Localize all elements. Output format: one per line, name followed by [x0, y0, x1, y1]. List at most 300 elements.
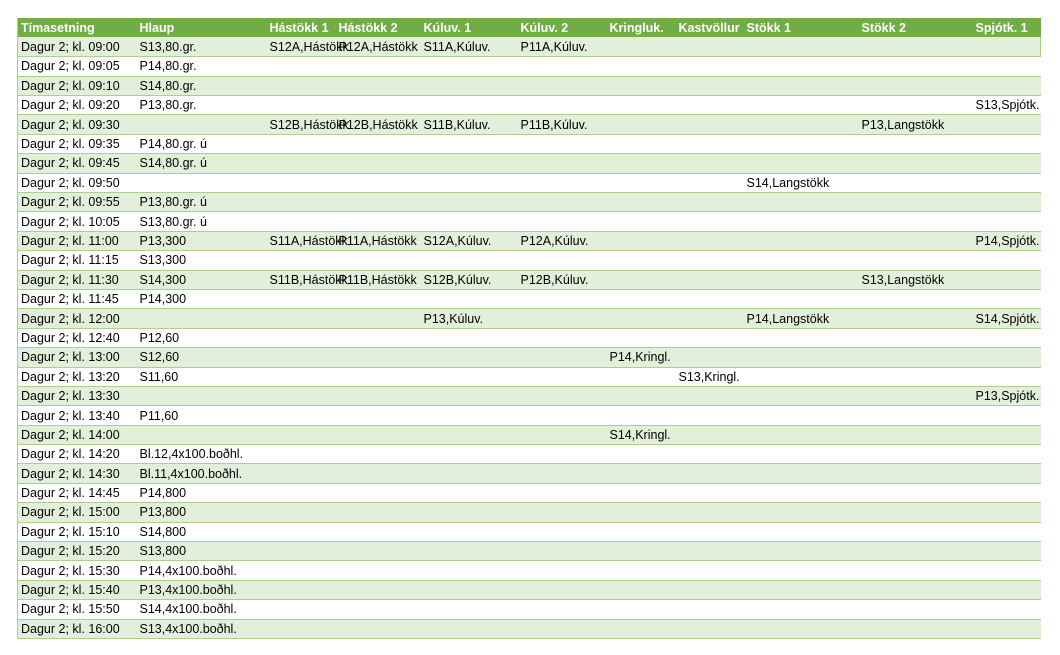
table-cell[interactable]: [336, 503, 421, 522]
table-cell[interactable]: [744, 600, 859, 619]
table-cell[interactable]: [859, 483, 973, 502]
table-cell[interactable]: [267, 503, 336, 522]
table-cell[interactable]: [973, 154, 1041, 173]
table-cell[interactable]: [267, 57, 336, 76]
table-cell[interactable]: [859, 445, 973, 464]
table-cell[interactable]: S13,Spjótk.: [973, 96, 1041, 115]
table-cell[interactable]: S11B,Hástökk: [267, 270, 336, 289]
table-cell[interactable]: Dagur 2; kl. 15:50: [18, 600, 137, 619]
table-cell[interactable]: S13,Kringl.: [676, 367, 744, 386]
table-cell[interactable]: P11A,Hástökk: [336, 231, 421, 250]
table-cell[interactable]: [973, 367, 1041, 386]
table-cell[interactable]: [518, 289, 607, 308]
table-cell[interactable]: [421, 406, 518, 425]
table-cell[interactable]: S12A,Kúluv.: [421, 231, 518, 250]
table-cell[interactable]: [859, 309, 973, 328]
table-cell[interactable]: [607, 193, 676, 212]
table-cell[interactable]: P13,Spjótk.: [973, 386, 1041, 405]
table-cell[interactable]: [607, 57, 676, 76]
table-cell[interactable]: [676, 445, 744, 464]
table-cell[interactable]: [518, 193, 607, 212]
table-cell[interactable]: [859, 96, 973, 115]
table-cell[interactable]: [973, 348, 1041, 367]
table-cell[interactable]: [859, 37, 973, 56]
table-cell[interactable]: [267, 580, 336, 599]
table-cell[interactable]: S11,60: [137, 367, 267, 386]
table-cell[interactable]: [607, 328, 676, 347]
table-cell[interactable]: [336, 464, 421, 483]
table-cell[interactable]: Dagur 2; kl. 14:45: [18, 483, 137, 502]
table-cell[interactable]: [518, 251, 607, 270]
table-cell[interactable]: [421, 173, 518, 192]
table-cell[interactable]: P12A,Kúluv.: [518, 231, 607, 250]
table-cell[interactable]: Dagur 2; kl. 14:00: [18, 425, 137, 444]
table-cell[interactable]: [421, 503, 518, 522]
table-cell[interactable]: [973, 522, 1041, 541]
table-cell[interactable]: [267, 464, 336, 483]
table-cell[interactable]: [973, 425, 1041, 444]
table-cell[interactable]: [676, 76, 744, 95]
table-cell[interactable]: [518, 154, 607, 173]
table-cell[interactable]: [336, 193, 421, 212]
table-cell[interactable]: [676, 561, 744, 580]
table-cell[interactable]: [518, 445, 607, 464]
table-cell[interactable]: P14,80.gr. ú: [137, 134, 267, 153]
table-cell[interactable]: [336, 212, 421, 231]
table-cell[interactable]: [607, 309, 676, 328]
table-cell[interactable]: S14,80.gr.: [137, 76, 267, 95]
table-cell[interactable]: [336, 542, 421, 561]
table-cell[interactable]: [859, 231, 973, 250]
table-cell[interactable]: P11B,Hástökk: [336, 270, 421, 289]
table-cell[interactable]: S11A,Kúluv.: [421, 37, 518, 56]
table-cell[interactable]: [421, 561, 518, 580]
table-cell[interactable]: [518, 619, 607, 638]
table-cell[interactable]: [744, 76, 859, 95]
table-cell[interactable]: [518, 309, 607, 328]
table-cell[interactable]: [676, 212, 744, 231]
table-cell[interactable]: [336, 406, 421, 425]
table-cell[interactable]: [518, 96, 607, 115]
table-cell[interactable]: [607, 522, 676, 541]
table-cell[interactable]: [267, 367, 336, 386]
table-cell[interactable]: [137, 115, 267, 134]
table-cell[interactable]: [607, 542, 676, 561]
table-cell[interactable]: [676, 600, 744, 619]
table-cell[interactable]: [518, 76, 607, 95]
table-cell[interactable]: [336, 251, 421, 270]
table-cell[interactable]: [336, 328, 421, 347]
table-cell[interactable]: [859, 251, 973, 270]
table-cell[interactable]: [859, 289, 973, 308]
table-cell[interactable]: [421, 154, 518, 173]
table-cell[interactable]: [336, 580, 421, 599]
table-cell[interactable]: [676, 406, 744, 425]
table-cell[interactable]: [676, 522, 744, 541]
table-cell[interactable]: [676, 328, 744, 347]
table-cell[interactable]: [973, 251, 1041, 270]
table-cell[interactable]: [336, 96, 421, 115]
table-cell[interactable]: [744, 464, 859, 483]
table-cell[interactable]: P13,80.gr. ú: [137, 193, 267, 212]
table-cell[interactable]: [676, 96, 744, 115]
table-cell[interactable]: [973, 328, 1041, 347]
table-cell[interactable]: S12B,Kúluv.: [421, 270, 518, 289]
table-cell[interactable]: P14,Spjótk.: [973, 231, 1041, 250]
table-cell[interactable]: [607, 561, 676, 580]
table-cell[interactable]: Dagur 2; kl. 09:55: [18, 193, 137, 212]
table-cell[interactable]: [676, 37, 744, 56]
table-cell[interactable]: [859, 542, 973, 561]
table-cell[interactable]: [336, 425, 421, 444]
table-cell[interactable]: Dagur 2; kl. 13:40: [18, 406, 137, 425]
table-cell[interactable]: [336, 600, 421, 619]
table-cell[interactable]: [607, 231, 676, 250]
table-cell[interactable]: [973, 115, 1041, 134]
table-cell[interactable]: [607, 580, 676, 599]
table-cell[interactable]: Bl.12,4x100.boðhl.: [137, 445, 267, 464]
table-cell[interactable]: [336, 483, 421, 502]
table-cell[interactable]: [607, 386, 676, 405]
table-cell[interactable]: [607, 600, 676, 619]
table-cell[interactable]: [518, 425, 607, 444]
table-cell[interactable]: [744, 251, 859, 270]
table-cell[interactable]: Dagur 2; kl. 11:00: [18, 231, 137, 250]
table-cell[interactable]: [676, 348, 744, 367]
table-cell[interactable]: [859, 76, 973, 95]
table-cell[interactable]: [137, 425, 267, 444]
table-cell[interactable]: [676, 134, 744, 153]
table-cell[interactable]: [973, 57, 1041, 76]
table-cell[interactable]: [336, 309, 421, 328]
table-cell[interactable]: [607, 406, 676, 425]
table-cell[interactable]: [859, 503, 973, 522]
table-cell[interactable]: [518, 328, 607, 347]
table-cell[interactable]: [676, 231, 744, 250]
table-cell[interactable]: [421, 542, 518, 561]
table-cell[interactable]: [267, 96, 336, 115]
table-cell[interactable]: Dagur 2; kl. 09:50: [18, 173, 137, 192]
table-cell[interactable]: Dagur 2; kl. 09:35: [18, 134, 137, 153]
table-cell[interactable]: [859, 134, 973, 153]
table-cell[interactable]: [518, 464, 607, 483]
table-cell[interactable]: [421, 96, 518, 115]
table-cell[interactable]: S13,800: [137, 542, 267, 561]
table-cell[interactable]: [676, 580, 744, 599]
table-cell[interactable]: S14,Kringl.: [607, 425, 676, 444]
table-cell[interactable]: P12,60: [137, 328, 267, 347]
table-cell[interactable]: [267, 193, 336, 212]
table-cell[interactable]: [744, 619, 859, 638]
table-cell[interactable]: [859, 348, 973, 367]
table-cell[interactable]: [676, 386, 744, 405]
table-cell[interactable]: [744, 348, 859, 367]
table-cell[interactable]: P14,Langstökk: [744, 309, 859, 328]
table-cell[interactable]: [859, 57, 973, 76]
table-cell[interactable]: [137, 309, 267, 328]
table-cell[interactable]: [973, 483, 1041, 502]
table-cell[interactable]: [421, 348, 518, 367]
table-cell[interactable]: Dagur 2; kl. 13:00: [18, 348, 137, 367]
table-cell[interactable]: [267, 134, 336, 153]
table-cell[interactable]: [607, 445, 676, 464]
table-cell[interactable]: [676, 251, 744, 270]
table-cell[interactable]: P14,80.gr.: [137, 57, 267, 76]
table-cell[interactable]: S14,80.gr. ú: [137, 154, 267, 173]
table-cell[interactable]: P11A,Kúluv.: [518, 37, 607, 56]
table-cell[interactable]: Dagur 2; kl. 09:45: [18, 154, 137, 173]
table-cell[interactable]: [518, 367, 607, 386]
table-cell[interactable]: P12A,Hástökk: [336, 37, 421, 56]
table-cell[interactable]: [859, 464, 973, 483]
table-cell[interactable]: [267, 619, 336, 638]
table-cell[interactable]: P14,300: [137, 289, 267, 308]
table-cell[interactable]: [859, 154, 973, 173]
table-cell[interactable]: [973, 76, 1041, 95]
table-cell[interactable]: [744, 328, 859, 347]
table-cell[interactable]: S14,Langstökk: [744, 173, 859, 192]
table-cell[interactable]: [267, 328, 336, 347]
table-cell[interactable]: Dagur 2; kl. 13:30: [18, 386, 137, 405]
table-cell[interactable]: [267, 212, 336, 231]
table-cell[interactable]: [744, 580, 859, 599]
table-cell[interactable]: Dagur 2; kl. 16:00: [18, 619, 137, 638]
table-cell[interactable]: [336, 386, 421, 405]
table-cell[interactable]: [859, 580, 973, 599]
table-cell[interactable]: Dagur 2; kl. 09:00: [18, 37, 137, 56]
table-cell[interactable]: S12B,Hástökk: [267, 115, 336, 134]
table-cell[interactable]: [676, 270, 744, 289]
table-cell[interactable]: [336, 154, 421, 173]
table-cell[interactable]: [859, 600, 973, 619]
table-cell[interactable]: P13,Langstökk: [859, 115, 973, 134]
table-cell[interactable]: [336, 367, 421, 386]
table-cell[interactable]: Dagur 2; kl. 12:40: [18, 328, 137, 347]
table-cell[interactable]: [421, 425, 518, 444]
table-cell[interactable]: [518, 522, 607, 541]
table-cell[interactable]: [267, 386, 336, 405]
table-cell[interactable]: [676, 115, 744, 134]
table-cell[interactable]: [421, 251, 518, 270]
table-cell[interactable]: [744, 522, 859, 541]
table-cell[interactable]: [676, 289, 744, 308]
table-cell[interactable]: [421, 386, 518, 405]
table-cell[interactable]: [744, 542, 859, 561]
table-cell[interactable]: [859, 328, 973, 347]
table-cell[interactable]: Dagur 2; kl. 11:45: [18, 289, 137, 308]
table-cell[interactable]: [973, 464, 1041, 483]
table-cell[interactable]: [518, 57, 607, 76]
table-cell[interactable]: S13,80.gr. ú: [137, 212, 267, 231]
table-cell[interactable]: [267, 522, 336, 541]
table-cell[interactable]: [973, 212, 1041, 231]
table-cell[interactable]: [973, 270, 1041, 289]
table-cell[interactable]: P11B,Kúluv.: [518, 115, 607, 134]
table-cell[interactable]: [744, 134, 859, 153]
table-cell[interactable]: [676, 309, 744, 328]
table-cell[interactable]: [267, 348, 336, 367]
table-cell[interactable]: [267, 76, 336, 95]
table-cell[interactable]: [973, 289, 1041, 308]
table-cell[interactable]: P12B,Hástökk: [336, 115, 421, 134]
table-cell[interactable]: [518, 600, 607, 619]
table-cell[interactable]: [973, 561, 1041, 580]
table-cell[interactable]: [137, 386, 267, 405]
table-cell[interactable]: Dagur 2; kl. 15:30: [18, 561, 137, 580]
table-cell[interactable]: [744, 212, 859, 231]
table-cell[interactable]: P12B,Kúluv.: [518, 270, 607, 289]
table-cell[interactable]: [859, 386, 973, 405]
table-cell[interactable]: [336, 561, 421, 580]
table-cell[interactable]: [421, 212, 518, 231]
table-cell[interactable]: [973, 37, 1041, 56]
table-cell[interactable]: [676, 173, 744, 192]
table-cell[interactable]: [744, 367, 859, 386]
table-cell[interactable]: P13,800: [137, 503, 267, 522]
table-cell[interactable]: [336, 57, 421, 76]
table-cell[interactable]: [744, 445, 859, 464]
table-cell[interactable]: [859, 173, 973, 192]
table-cell[interactable]: P13,4x100.boðhl.: [137, 580, 267, 599]
table-cell[interactable]: Dagur 2; kl. 11:30: [18, 270, 137, 289]
table-cell[interactable]: [744, 231, 859, 250]
table-cell[interactable]: Bl.11,4x100.boðhl.: [137, 464, 267, 483]
table-cell[interactable]: [267, 600, 336, 619]
table-cell[interactable]: [607, 37, 676, 56]
table-cell[interactable]: [336, 619, 421, 638]
table-cell[interactable]: [336, 134, 421, 153]
table-cell[interactable]: [607, 212, 676, 231]
table-cell[interactable]: [267, 561, 336, 580]
table-cell[interactable]: S14,4x100.boðhl.: [137, 600, 267, 619]
table-cell[interactable]: [744, 386, 859, 405]
table-cell[interactable]: [744, 270, 859, 289]
table-cell[interactable]: [607, 503, 676, 522]
table-cell[interactable]: [859, 367, 973, 386]
table-cell[interactable]: [267, 425, 336, 444]
table-cell[interactable]: [676, 193, 744, 212]
table-cell[interactable]: [518, 483, 607, 502]
table-cell[interactable]: [421, 445, 518, 464]
table-cell[interactable]: [744, 561, 859, 580]
table-cell[interactable]: [421, 76, 518, 95]
table-cell[interactable]: P14,800: [137, 483, 267, 502]
table-cell[interactable]: [267, 289, 336, 308]
table-cell[interactable]: Dagur 2; kl. 11:15: [18, 251, 137, 270]
table-cell[interactable]: P14,Kringl.: [607, 348, 676, 367]
table-cell[interactable]: S11B,Kúluv.: [421, 115, 518, 134]
table-cell[interactable]: [518, 580, 607, 599]
table-cell[interactable]: [973, 600, 1041, 619]
table-cell[interactable]: S14,300: [137, 270, 267, 289]
table-cell[interactable]: [421, 134, 518, 153]
table-cell[interactable]: [421, 57, 518, 76]
table-cell[interactable]: [421, 193, 518, 212]
table-cell[interactable]: [973, 542, 1041, 561]
table-cell[interactable]: [267, 173, 336, 192]
table-cell[interactable]: [676, 425, 744, 444]
table-cell[interactable]: [421, 289, 518, 308]
table-cell[interactable]: [421, 464, 518, 483]
table-cell[interactable]: [518, 212, 607, 231]
table-cell[interactable]: [518, 503, 607, 522]
table-cell[interactable]: [607, 96, 676, 115]
table-cell[interactable]: [676, 503, 744, 522]
table-cell[interactable]: [859, 561, 973, 580]
table-cell[interactable]: P13,80.gr.: [137, 96, 267, 115]
table-cell[interactable]: [859, 212, 973, 231]
table-cell[interactable]: [421, 483, 518, 502]
table-cell[interactable]: [518, 348, 607, 367]
table-cell[interactable]: P13,Kúluv.: [421, 309, 518, 328]
table-cell[interactable]: [607, 115, 676, 134]
table-cell[interactable]: [267, 542, 336, 561]
table-cell[interactable]: [421, 328, 518, 347]
table-cell[interactable]: [744, 96, 859, 115]
table-cell[interactable]: [336, 522, 421, 541]
table-cell[interactable]: S12A,Hástökk: [267, 37, 336, 56]
table-cell[interactable]: [607, 619, 676, 638]
table-cell[interactable]: Dagur 2; kl. 15:00: [18, 503, 137, 522]
table-cell[interactable]: [676, 619, 744, 638]
table-cell[interactable]: [973, 619, 1041, 638]
table-cell[interactable]: Dagur 2; kl. 14:30: [18, 464, 137, 483]
table-cell[interactable]: Dagur 2; kl. 15:20: [18, 542, 137, 561]
table-cell[interactable]: [267, 309, 336, 328]
table-cell[interactable]: [607, 464, 676, 483]
table-cell[interactable]: [744, 57, 859, 76]
table-cell[interactable]: Dagur 2; kl. 09:30: [18, 115, 137, 134]
table-cell[interactable]: [267, 483, 336, 502]
table-cell[interactable]: [744, 154, 859, 173]
table-cell[interactable]: [421, 619, 518, 638]
table-cell[interactable]: Dagur 2; kl. 13:20: [18, 367, 137, 386]
table-cell[interactable]: Dagur 2; kl. 15:10: [18, 522, 137, 541]
table-cell[interactable]: [973, 503, 1041, 522]
table-cell[interactable]: P13,300: [137, 231, 267, 250]
table-cell[interactable]: P14,4x100.boðhl.: [137, 561, 267, 580]
table-cell[interactable]: [518, 173, 607, 192]
table-cell[interactable]: Dagur 2; kl. 10:05: [18, 212, 137, 231]
table-cell[interactable]: [518, 406, 607, 425]
table-cell[interactable]: [676, 154, 744, 173]
table-cell[interactable]: S13,Langstökk: [859, 270, 973, 289]
table-cell[interactable]: [336, 173, 421, 192]
table-cell[interactable]: [676, 542, 744, 561]
table-cell[interactable]: [518, 561, 607, 580]
table-cell[interactable]: [518, 386, 607, 405]
table-cell[interactable]: Dagur 2; kl. 15:40: [18, 580, 137, 599]
table-cell[interactable]: [607, 483, 676, 502]
table-cell[interactable]: S11A,Hástökk: [267, 231, 336, 250]
table-cell[interactable]: [607, 76, 676, 95]
table-cell[interactable]: [518, 134, 607, 153]
table-cell[interactable]: [518, 542, 607, 561]
table-cell[interactable]: [973, 445, 1041, 464]
table-cell[interactable]: [336, 76, 421, 95]
table-cell[interactable]: [744, 503, 859, 522]
table-cell[interactable]: S13,80.gr.: [137, 37, 267, 56]
table-cell[interactable]: [267, 251, 336, 270]
table-cell[interactable]: [859, 193, 973, 212]
table-cell[interactable]: [859, 425, 973, 444]
table-cell[interactable]: S13,4x100.boðhl.: [137, 619, 267, 638]
table-cell[interactable]: [607, 173, 676, 192]
table-cell[interactable]: Dagur 2; kl. 12:00: [18, 309, 137, 328]
table-cell[interactable]: [607, 134, 676, 153]
table-cell[interactable]: [336, 348, 421, 367]
table-cell[interactable]: [421, 580, 518, 599]
